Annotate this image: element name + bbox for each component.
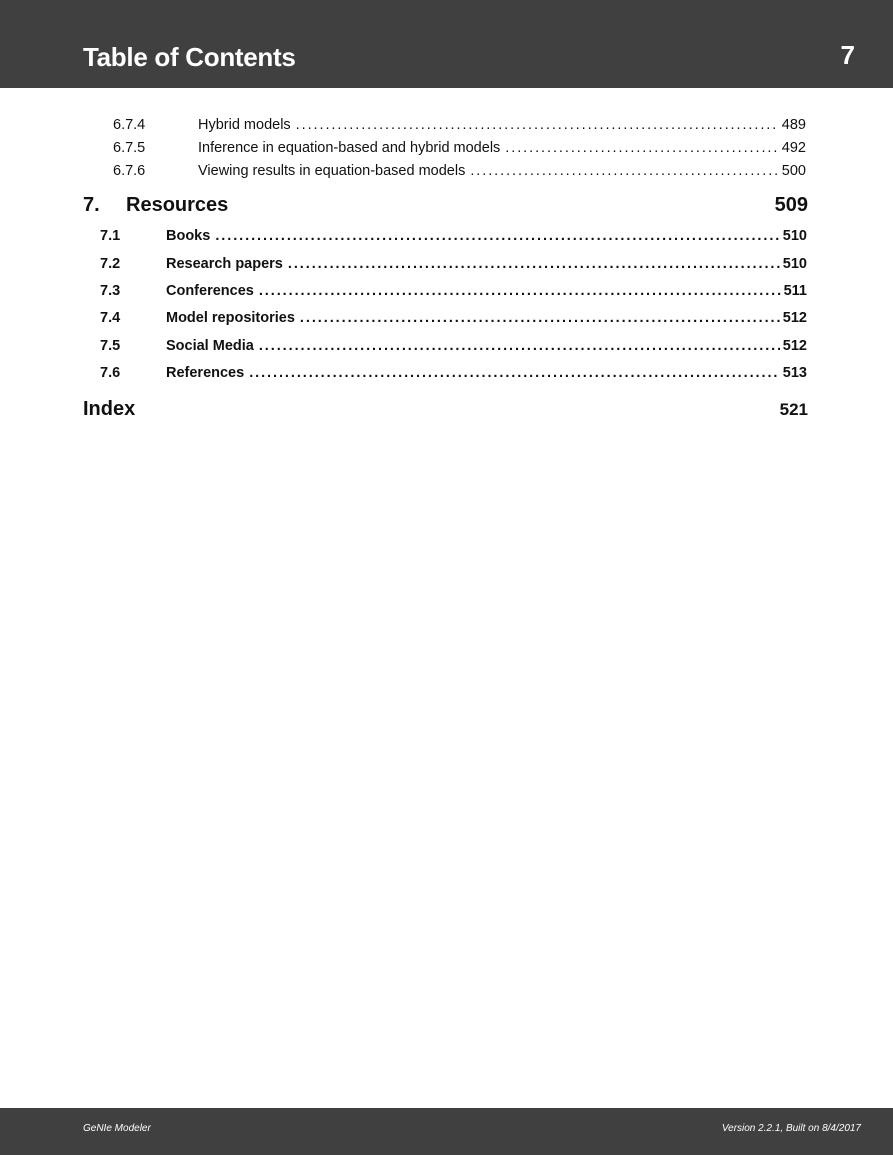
toc-entry-title: Model repositories [166,310,295,326]
toc-entry-6-7-4[interactable] [113,117,806,133]
toc-entry-number: 7.1 [100,228,121,244]
toc-entry-title: Conferences [166,283,254,299]
footer-product-name: GeNIe Modeler [83,1123,151,1134]
dot-leader [215,228,779,244]
toc-entry-title: References [166,365,245,381]
toc-entry-page: 513 [782,365,807,381]
toc-entry-page: 500 [781,163,806,179]
toc-entry-7-1[interactable] [100,228,807,244]
toc-chapter-heading [83,194,228,217]
toc-entry-title: Social Media [166,338,254,354]
toc-entry-number: 6.7.6 [113,163,146,179]
toc-entry-6-7-5[interactable] [113,140,806,156]
page-header [0,0,893,88]
toc-chapter-title: Index [83,398,136,420]
toc-entry-page: 489 [781,117,806,133]
toc-entry-6-7-6[interactable] [113,163,806,179]
toc-entry-number: 7.2 [100,256,121,272]
dot-leader [470,163,778,179]
toc-entry-page: 510 [782,228,807,244]
toc-entry-7-5[interactable] [100,338,807,354]
toc-entry-number: 7.5 [100,338,121,354]
page-title: Table of Contents [83,42,296,72]
toc-chapter-page: 521 [779,400,808,419]
toc-entry-number: 7.4 [100,310,121,326]
dot-leader [249,365,780,381]
toc-entry-7-4[interactable] [100,310,807,326]
toc-entry-number: 7.6 [100,365,121,381]
dot-leader [259,283,781,299]
toc-entry-page: 512 [782,338,807,354]
toc-entry-number: 7.3 [100,283,121,299]
toc-chapter-resources[interactable] [83,194,808,217]
toc-entry-7-2[interactable] [100,256,807,272]
toc-entry-title: Books [166,228,211,244]
page-footer [0,1108,893,1155]
toc-entry-title: Hybrid models [198,117,291,133]
header-page-number: 7 [840,40,855,70]
toc-chapter-title: Resources [126,194,229,216]
toc-entry-7-3[interactable] [100,283,807,299]
toc-chapter-index[interactable] [83,398,808,421]
toc-entry-title: Research papers [166,256,283,272]
dot-leader [505,140,779,156]
footer-version-info: Version 2.2.1, Built on 8/4/2017 [721,1123,861,1134]
toc-entry-page: 512 [782,310,807,326]
toc-entry-title: Viewing results in equation-based models [198,163,466,179]
toc-entry-7-6[interactable] [100,365,807,381]
toc-chapter-page: 509 [774,194,808,216]
toc-chapter-number: 7. [83,194,100,216]
toc-entry-number: 6.7.5 [113,140,146,156]
dot-leader [300,310,780,326]
toc-entry-page: 511 [783,283,807,299]
toc-entry-number: 6.7.4 [113,117,146,133]
dot-leader [296,117,779,133]
toc-entry-title: Inference in equation-based and hybrid models [198,140,501,156]
toc-entry-page: 510 [782,256,807,272]
dot-leader [259,338,780,354]
dot-leader [288,256,780,272]
toc-entry-page: 492 [781,140,806,156]
